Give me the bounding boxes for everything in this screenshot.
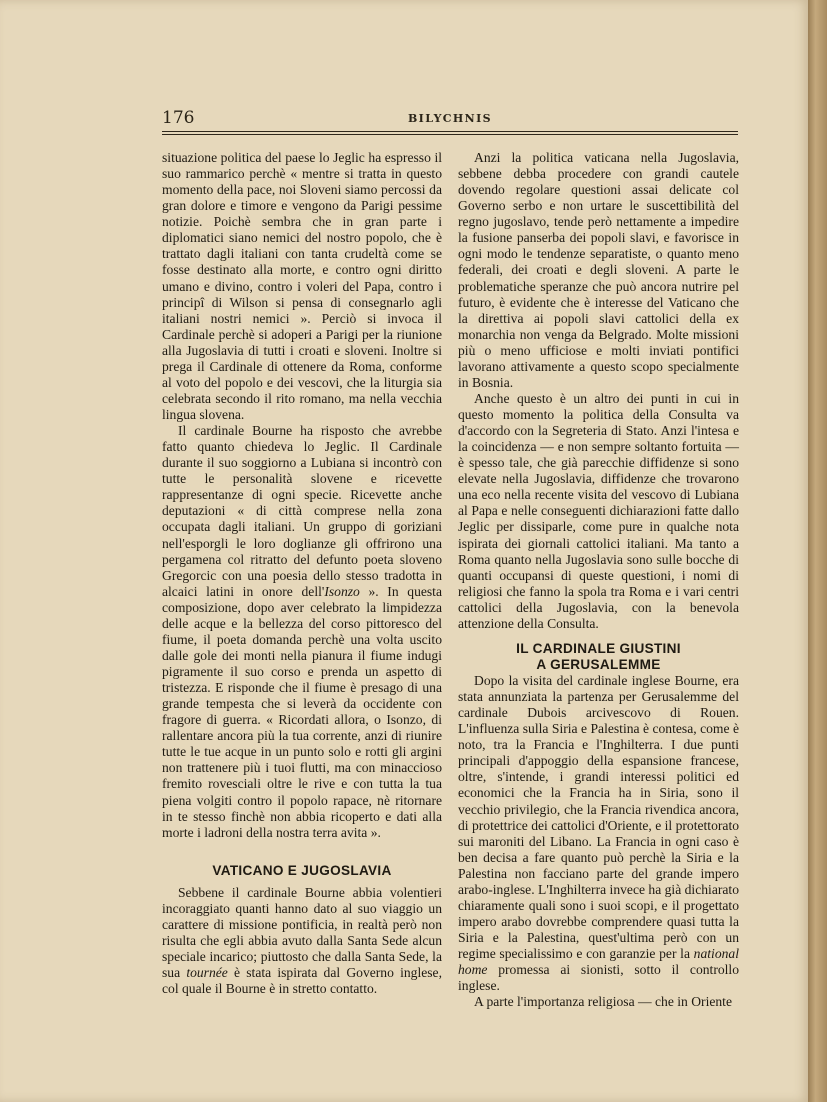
right-column [458, 150, 739, 1010]
header-rule-thin [162, 134, 738, 135]
section-heading-giustini-line2: A GERUSALEMME [536, 656, 661, 672]
paragraph: Anche questo è un altro dei punti in cui in questo momento la politica della Consulta va d'accordo con la Segreteria di Stato. Anzi l'intesa e la coincidenza — e non sempre soltanto fortuita — è spesso tale, che già parecchie diffidenze si sono elevate nella Jugoslavia, diffidenze che trovarono una eco nella recente visita del vescovo di Lubiana al Papa e nelle conseguenti dichiarazioni fatte dallo Jeglic per dissiparle, come pure in qualche nota ispirata dei giornali cattolici italiani. Ma tanto a Roma quanto nella Jugoslavia sono sulle bocche di quanti occupansi di queste questioni, i nomi di religiosi che fanno la spola tra Roma e i vari centri cattolici della Jugoslavia, con la benevola attenzione della Consulta. [458, 390, 739, 631]
italic-term: Isonzo [324, 583, 360, 599]
italic-term: tournée [186, 965, 228, 981]
paragraph: Dopo la visita del cardinale inglese Bourne, era stata annunziata la partenza per Gerusalemme del cardinale Dubois arcivescovo di Rouen. L'influenza sulla Siria e Palestina è contesa, come è noto, tra la Francia e l'Inghilterra. I due punti principali d'appoggio della espansione francese, oltre, s'intende, i grandi interessi politici ed economici che la Francia ha in Siria, sono il vecchio privilegio, che la Francia rivendica ancora, di protettrice dei cattolici d'Oriente, e il protettorato sui maroniti del Libano. La Francia in ogni caso è ben decisa a fare quanto può perchè la Siria e la Palestina non facciano parte del grande impero arabo-inglese. L'Inghilterra invece ha già dichiarato chiaramente quali sono i suoi scopi, e il progettato impero arabo dovrebbe comprendere quasi tutta la Siria e la Palestina, quest'ultima però con un regime specialissimo e con garanzie per la national home promessa ai sionisti, sotto il controllo inglese. [458, 673, 740, 994]
paragraph: Anzi la politica vaticana nella Jugoslavia, sebbene debba procedere con grandi cautele dovendo regolare questioni assai delicate col Governo serbo e non urtare le suscettibilità del regno jugoslavo, tende però nettamente a impedire la fusione panserba dei popoli slavi, e favorisce in ogni modo le tendenze separatiste, o quanto meno federali, dei croati e degli sloveni. A parte le problematiche speranze che può ancora nutrire pel futuro, è evidente che è interesse del Vaticano che la direttiva ai popoli slavi cattolici della ex monarchia non venga da Belgrado. Molte missioni più o meno ufficiose e molti inviati pontifici lavorano attivamente a questo scopo specialmente in Bosnia. [458, 150, 739, 390]
running-header [162, 108, 738, 132]
italic-term: national home [458, 946, 739, 978]
section-heading-giustini: IL CARDINALE GIUSTINI [516, 640, 681, 656]
paragraph: Il cardinale Bourne ha risposto che avrebbe fatto quanto chiedeva lo Jeglic. Il Cardinale durante il suo soggiorno a Lubiana si incontrò con tutte le personalità slovene e ricevette rappresentanze di ogni specie. Ricevette anche deputazioni « di città comprese nella zona occupata dagli italiani. Un gruppo di goriziani nell'esporgli le loro doglianze gli offrirono una pergamena col ritratto del defunto poeta sloveno Gregorcic con una poesia dello stesso tradotta in alcaici latini in onore dell'Isonzo ». In questa composizione, dopo aver celebrato la limpidezza delle acque e la bellezza del corso pittoresco del fiume, il poeta domanda perchè una volta uscito dalle gole dei monti nella pianura il fiume indugi pigramente il suo corso e prenda un aspetto di tristezza. E risponde che il fiume è presago di una grande tempesta che si leverà da occidente con fragore di guerra. « Ricordati allora, o Isonzo, di rallentare ancora più la tua corrente, anzi di riunire tutte le tue acque in un punto solo e rotti gli argini non trattenere più i tuoi flutti, ma con minaccioso fremito rovesciali oltre le rive e con tutta la tua piena volgiti contro il popolo rapace, nè ritornare in te stesso finchè non abbia ricoperto e dati alla morte i ladroni della nostra terra avita ». [162, 423, 442, 840]
page-edge [808, 0, 827, 1102]
page-number: 176 [162, 108, 195, 128]
paragraph: A parte l'importanza religiosa — che in Oriente [474, 994, 732, 1010]
left-column [162, 150, 442, 997]
paragraph: situazione politica del paese lo Jeglic ha espresso il suo rammarico perchè « mentre si tratta in questo momento della pace, noi Sloveni siamo percossi da gran dolore e timore e vengono da Parigi pessime notizie. Poichè sembra che in gran parte i diplomatici siano nemici del nostro popolo, che è trattato dagli italiani con tanta crudeltà come se fosse destinato alla morte, e contro ogni diritto umano e divino, contro i voleri del Papa, contro i principî di Wilson si pensa di consegnarlo agli italiani nostri nemici ». Perciò si invoca il Cardinale perchè si adoperi a Parigi per la riunione alla Jugoslavia di tutti i croati e sloveni. Inoltre si prega il Cardinale di ottenere da Roma, conforme al voto del popolo e dei vescovi, che la liturgia sia celebrata secondo il rito romano, ma nella vecchia lingua slovena. [162, 150, 442, 422]
paragraph: Sebbene il cardinale Bourne abbia volentieri incoraggiato quanti hanno dato al suo viaggio un carattere di missione pontificia, in realtà però non risulta che egli abbia avuto dalla Santa Sede alcun speciale incarico; piuttosto che dalla Santa Sede, la sua tournée è stata ispirata dal Governo inglese, col quale il Bourne è in stretto contatto. [162, 884, 442, 997]
section-heading-vaticano: VATICANO E JUGOSLAVIA [212, 862, 392, 878]
journal-title: BILYCHNIS [407, 112, 493, 125]
header-rule [162, 131, 738, 132]
